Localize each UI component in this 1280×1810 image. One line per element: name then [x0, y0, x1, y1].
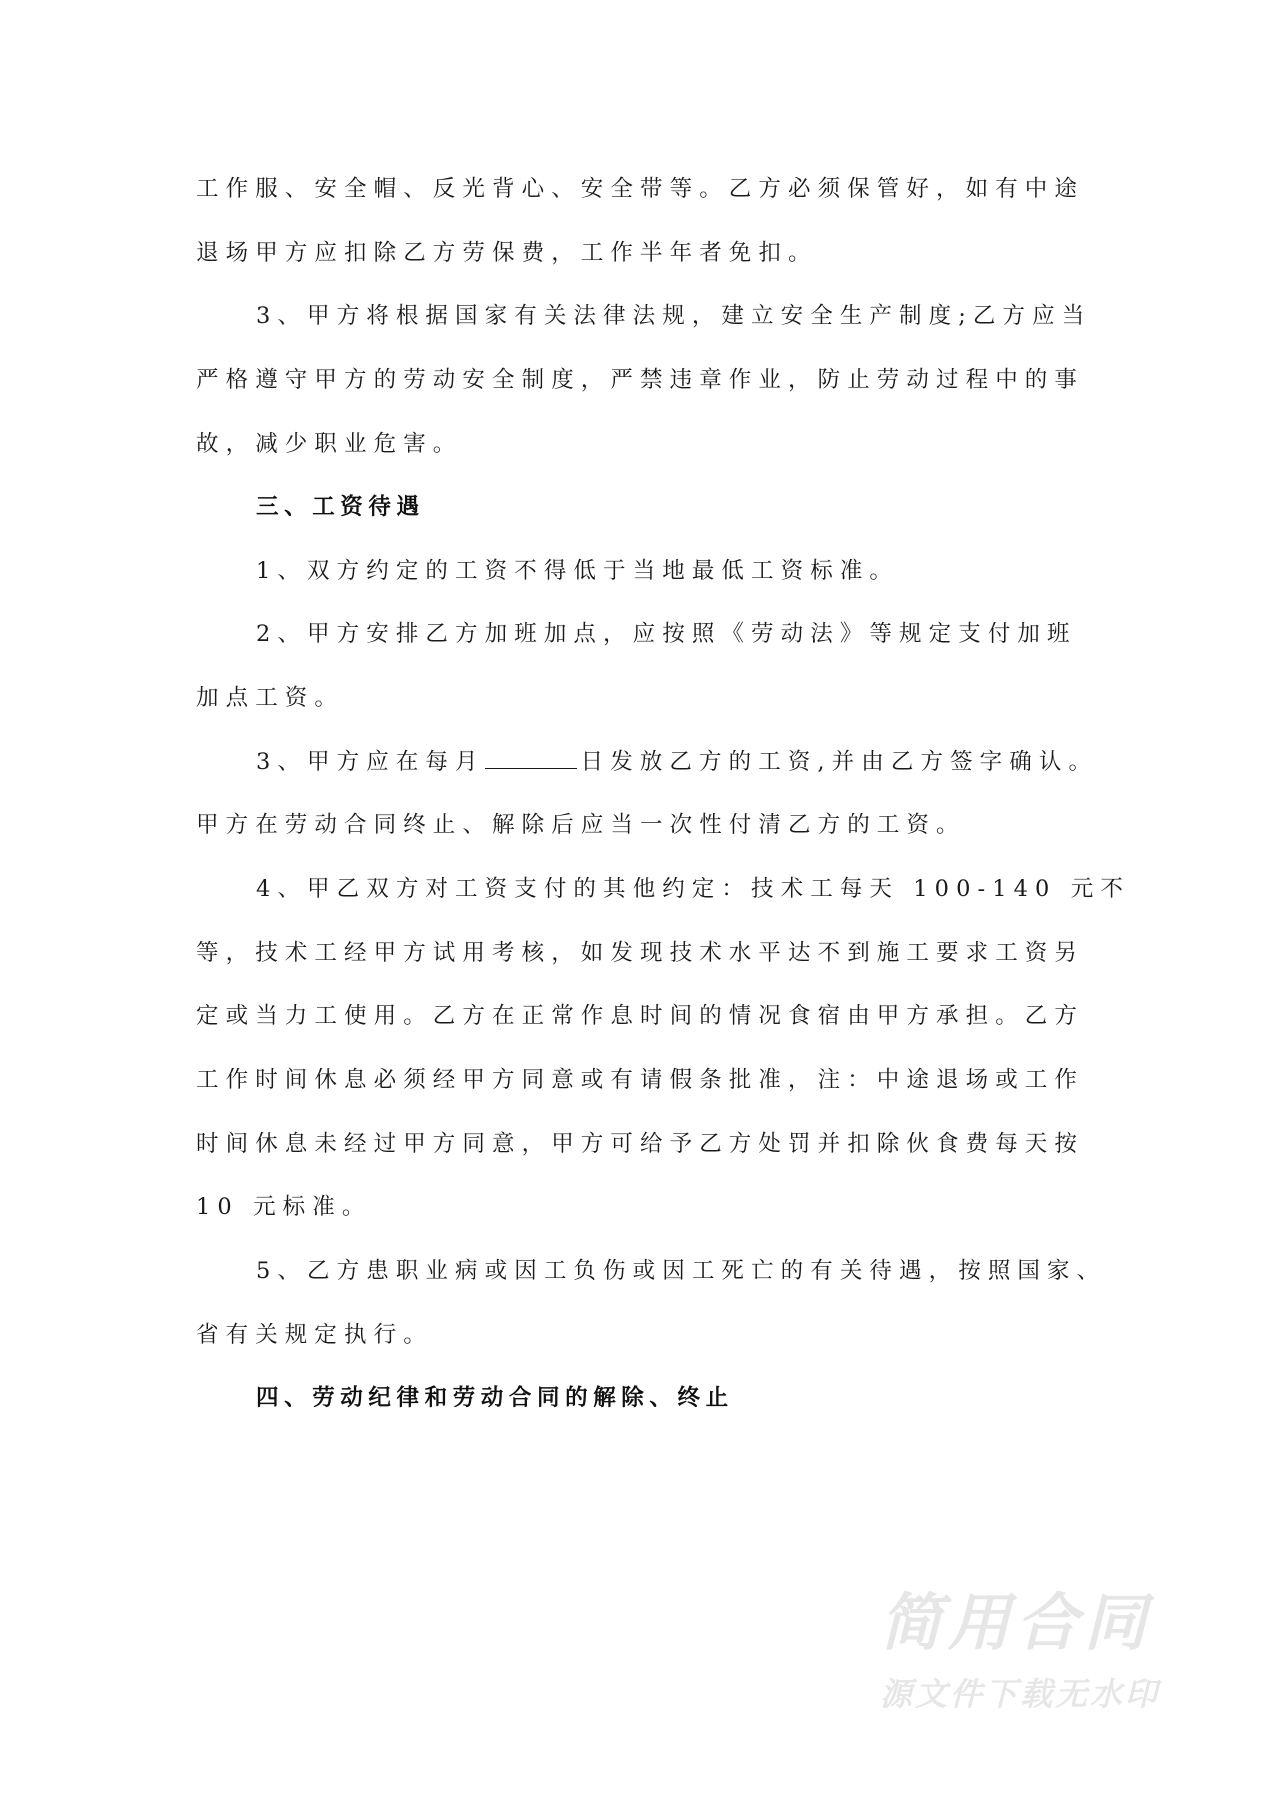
clause-text-after-blank: 日发放乙方的工资,并由乙方签字确认。 — [580, 748, 1099, 775]
body-line: 10 元标准。 — [196, 1194, 372, 1221]
section-heading-discipline: 四、劳动纪律和劳动合同的解除、终止 — [256, 1385, 734, 1412]
body-line: 定或当力工使用。乙方在正常作息时间的情况食宿由甲方承担。乙方 — [196, 1003, 1085, 1030]
body-line: 时间休息未经过甲方同意，甲方可给予乙方处罚并扣除伙食费每天按 — [196, 1130, 1085, 1157]
body-line: 甲方在劳动合同终止、解除后应当一次性付清乙方的工资。 — [196, 812, 966, 839]
pay-day-blank-field — [485, 750, 577, 769]
watermark — [880, 1588, 1180, 1716]
body-line: 工作服、安全帽、反光背心、安全带等。乙方必须保管好，如有中途 — [196, 176, 1085, 202]
clause-line: 2、甲方安排乙方加班加点，应按照《劳动法》等规定支付加班 — [256, 621, 1077, 648]
clause-line: 5、乙方患职业病或因工负伤或因工死亡的有关待遇，按照国家、 — [256, 1257, 1107, 1284]
clause-line-with-blank — [196, 731, 1099, 795]
document-body — [196, 158, 1130, 1431]
section-heading-wages: 三、工资待遇 — [256, 494, 425, 521]
clause-line: 3、甲方将根据国家有关法律法规，建立安全生产制度;乙方应当 — [256, 303, 1092, 330]
body-line: 故，减少职业危害。 — [196, 430, 463, 457]
body-line: 工作时间休息必须经甲方同意或有请假条批准，注：中途退场或工作 — [196, 1066, 1085, 1093]
body-line: 等，技术工经甲方试用考核，如发现技术水平达不到施工要求工资另 — [196, 939, 1085, 966]
clause-text-before-blank: 3、甲方应在每月 — [256, 748, 485, 775]
clause-line: 1、双方约定的工资不得低于当地最低工资标准。 — [256, 557, 900, 584]
watermark-tagline: 源文件下载无水印 — [880, 1675, 1161, 1713]
body-line: 省有关规定执行。 — [196, 1321, 433, 1348]
body-line: 退场甲方应扣除乙方劳保费，工作半年者免扣。 — [196, 239, 818, 266]
body-line: 严格遵守甲方的劳动安全制度，严禁违章作业，防止劳动过程中的事 — [196, 366, 1085, 393]
watermark-brand: 简用合同 — [880, 1586, 1153, 1659]
clause-line: 4、甲乙双方对工资支付的其他约定：技术工每天 100-140 元不 — [256, 876, 1130, 903]
body-line: 加点工资。 — [196, 685, 345, 712]
